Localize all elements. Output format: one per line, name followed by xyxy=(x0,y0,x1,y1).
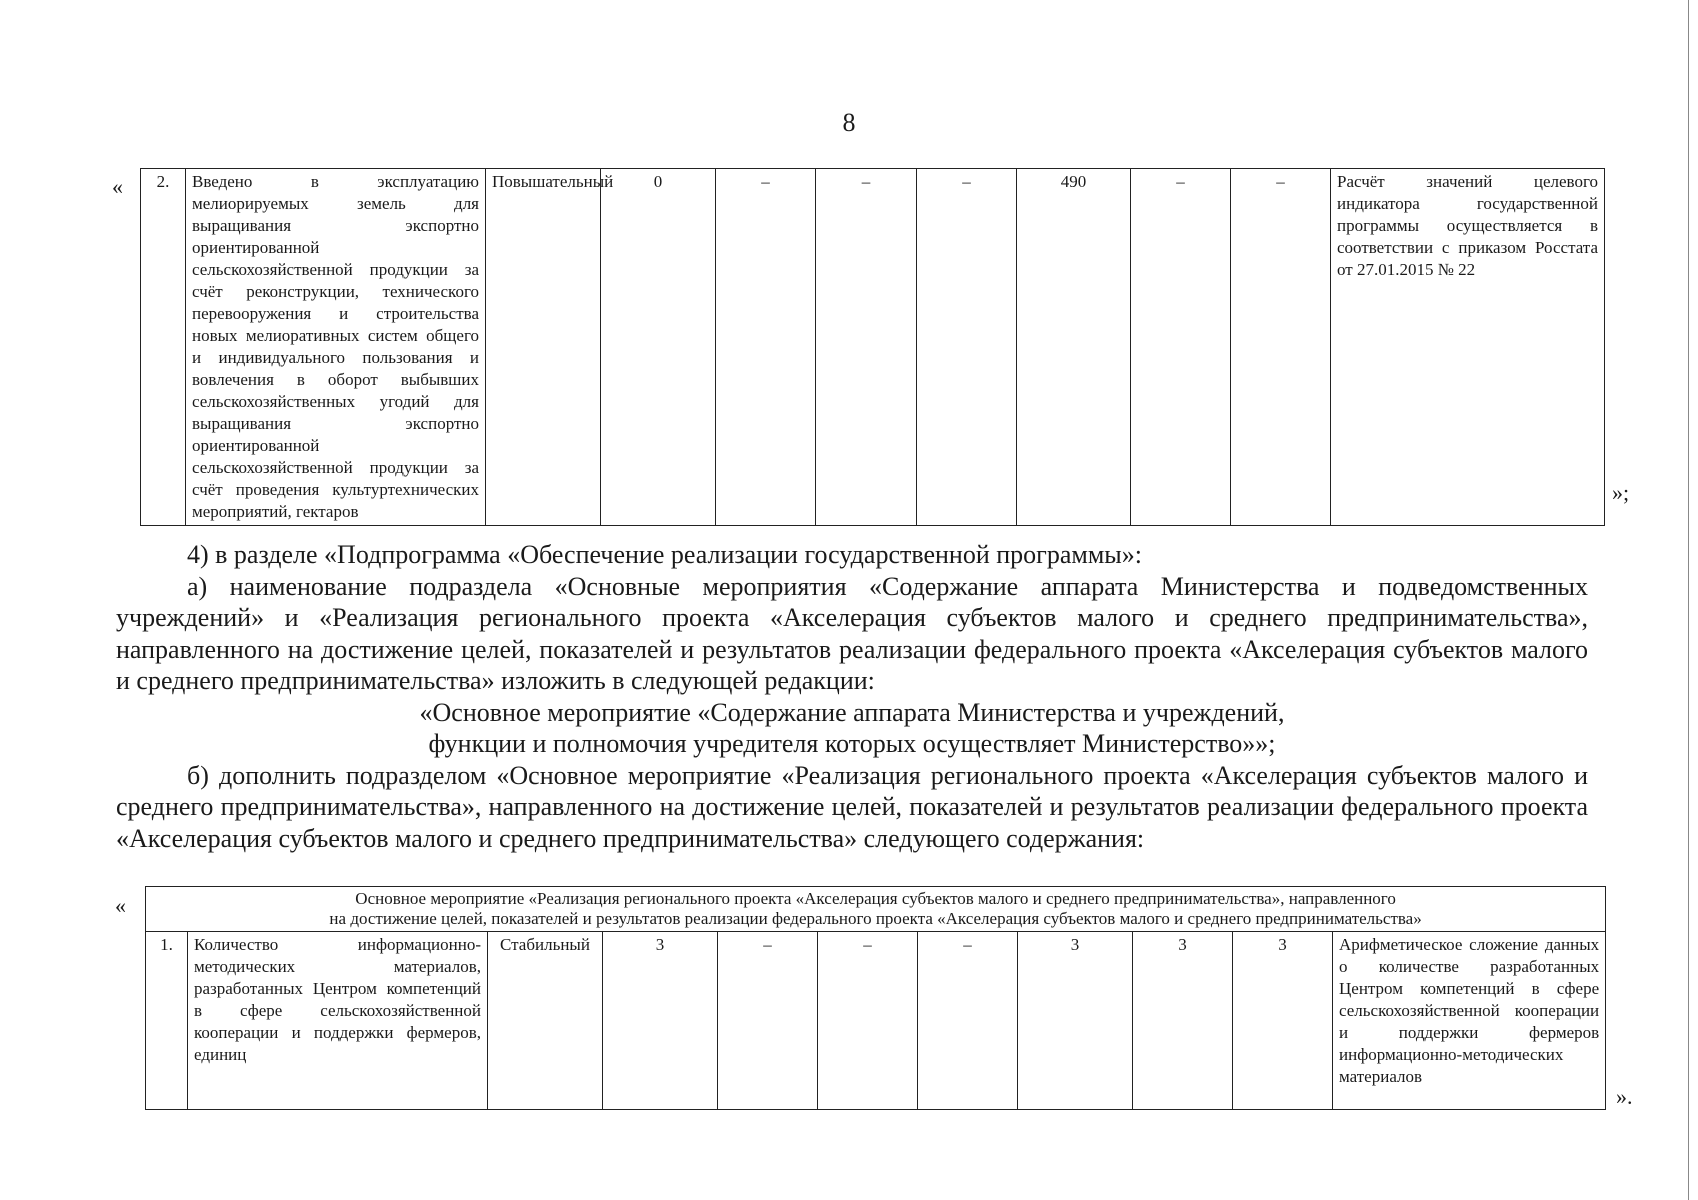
value-cell: 3 xyxy=(1233,932,1333,1110)
row-number: 1. xyxy=(146,932,188,1110)
value-cell: 3 xyxy=(1018,932,1133,1110)
value-cell: 3 xyxy=(1133,932,1233,1110)
value-cell: 490 xyxy=(1017,169,1131,526)
table1-close-quote: »; xyxy=(1612,480,1630,505)
amendment-text xyxy=(116,539,1588,854)
calculation-method: Арифметическое сложение данных о количестве разработанных Центром компетенций в сфере сельскохозяйственной кооперации и поддержки фермеров информационно-методических материалов xyxy=(1333,932,1606,1110)
section-heading-line-2: на достижение целей, показателей и результатов реализации федерального проекта «Акселерация субъектов малого и среднего предпринимательства» xyxy=(329,909,1422,928)
table1-open-quote: « xyxy=(112,174,123,199)
indicator-type: Повышательный xyxy=(486,169,601,526)
indicator-type: Стабильный xyxy=(488,932,603,1110)
page-number: 8 xyxy=(842,108,856,137)
calculation-method: Расчёт значений целевого индикатора государственной программы осуществляется в соответствии с приказом Росстата от 27.01.2015 № 22 xyxy=(1331,169,1605,526)
table-header-row xyxy=(146,887,1606,932)
section-heading xyxy=(146,887,1606,932)
paragraph-4: 4) в разделе «Подпрограмма «Обеспечение реализации государственной программы»: xyxy=(187,540,1142,569)
table-row xyxy=(146,932,1606,1110)
value-cell: – xyxy=(816,169,917,526)
indicator-table-2 xyxy=(145,886,1606,1110)
table2-close-quote: ». xyxy=(1616,1084,1633,1109)
value-cell: – xyxy=(818,932,918,1110)
value-cell: 0 xyxy=(601,169,716,526)
value-cell: – xyxy=(917,169,1017,526)
paragraph-4b: б) дополнить подразделом «Основное мероприятие «Реализация регионального проекта «Акселерация субъектов малого и среднего предпринимательства», направленного на достижение целей, показателей и результатов реализации федерального проекта «Акселерация субъектов малого и среднего предпринимательства» следующего содержания: xyxy=(116,760,1588,853)
new-title-line-2: функции и полномочия учредителя которых осуществляет Министерство»»; xyxy=(428,729,1276,758)
paragraph-4a: а) наименование подраздела «Основные мероприятия «Содержание аппарата Министерства и подведомственных учреждений» и «Реализация регионального проекта «Акселерация субъектов малого и среднего предпринимательства», направленного на достижение целей, показателей и результатов реализации федерального проекта «Акселерация субъектов малого и среднего предпринимательства» изложить в следующей редакции: xyxy=(116,571,1588,695)
indicator-name: Введено в эксплуатацию мелиорируемых земель для выращивания экспортно ориентированной сельскохозяйственной продукции за счёт реконструкции, технического перевооружения и строительства новых мелиоративных систем общего и индивидуального пользования и вовлечения в оборот выбывших сельскохозяйственных угодий для выращивания экспортно ориентированной сельскохозяйственной продукции за счёт проведения культуртехнических мероприятий, гектаров xyxy=(186,169,486,526)
row-number: 2. xyxy=(141,169,186,526)
indicator-name: Количество информационно-методических материалов, разработанных Центром компетенций в сфере сельскохозяйственной кооперации и поддержки фермеров, единиц xyxy=(188,932,488,1110)
value-cell: – xyxy=(918,932,1018,1110)
indicator-table-1 xyxy=(140,168,1605,526)
table-row xyxy=(141,169,1605,526)
value-cell: – xyxy=(1131,169,1231,526)
table2-open-quote: « xyxy=(115,893,126,918)
value-cell: – xyxy=(1231,169,1331,526)
value-cell: 3 xyxy=(603,932,718,1110)
value-cell: – xyxy=(716,169,816,526)
value-cell: – xyxy=(718,932,818,1110)
scan-edge-line xyxy=(1688,0,1689,1200)
new-title-line-1: «Основное мероприятие «Содержание аппарата Министерства и учреждений, xyxy=(419,697,1285,727)
section-heading-line-1: Основное мероприятие «Реализация регионального проекта «Акселерация субъектов малого и среднего предпринимательства», направленного xyxy=(355,889,1396,908)
